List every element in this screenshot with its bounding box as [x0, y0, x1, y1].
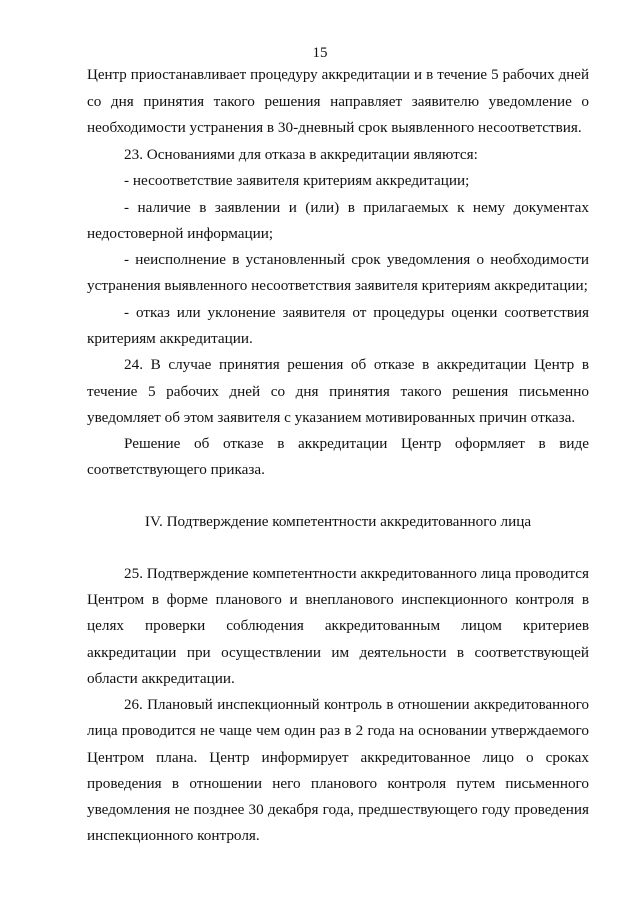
text-line: лица проводится не чаще чем один раз в 2 года на основании утверждаемого [87, 722, 589, 739]
text-line: со дня принятия такого решения направляет заявителю уведомление о [87, 93, 589, 110]
text-line: - отказ или уклонение заявителя от процедуры оценки соответствия [124, 304, 589, 321]
text-line: аккредитации при осуществлении им деятельности в соответствующей [87, 644, 589, 661]
text-line: - наличие в заявлении и (или) в прилагаемых к нему документах [124, 199, 589, 216]
text-line: проведения в отношении него планового контроля путем письменного [87, 775, 589, 792]
text-line: уведомления не позднее 30 декабря года, предшествующего году проведения [87, 801, 589, 818]
text-line: недостоверной информации; [87, 225, 274, 242]
text-line: 26. Плановый инспекционный контроль в отношении аккредитованного [124, 697, 589, 713]
text-line: Центром в форме планового и внепланового инспекционного контроля в [87, 591, 589, 608]
text-line: течение 5 рабочих дней со дня принятия такого решения письменно [87, 383, 589, 400]
text-line: Центром плана. Центр информирует аккредитованное лицо о сроках [87, 749, 589, 766]
page-number: 15 [312, 45, 328, 61]
text-line: - неисполнение в установленный срок уведомления о необходимости [124, 251, 589, 268]
section-heading: IV. Подтверждение компетентности аккредитованного лица [144, 513, 532, 530]
text-line: устранения выявленного несоответствия заявителя критериям аккредитации; [87, 277, 588, 294]
text-line: - несоответствие заявителя критериям аккредитации; [124, 172, 470, 189]
text-line: инспекционного контроля. [87, 827, 260, 844]
text-line: уведомляет об этом заявителя с указанием мотивированных причин отказа. [87, 409, 576, 426]
text-line: критериям аккредитации. [87, 330, 253, 347]
text-line: 25. Подтверждение компетентности аккредитованного лица проводится [124, 565, 590, 582]
text-line: Решение об отказе в аккредитации Центр оформляет в виде [124, 435, 589, 452]
text-line: 23. Основаниями для отказа в аккредитации являются: [124, 146, 478, 163]
text-line: соответствующего приказа. [87, 461, 265, 478]
text-line: 24. В случае принятия решения об отказе в аккредитации Центр в [124, 356, 589, 373]
text-line: области аккредитации. [87, 670, 235, 687]
text-line: необходимости устранения в 30-дневный срок выявленного несоответствия. [87, 119, 582, 136]
text-line: целях проверки соблюдения аккредитованным лицом критериев [87, 617, 589, 634]
text-line: Центр приостанавливает процедуру аккредитации и в течение 5 рабочих дней [87, 67, 589, 83]
